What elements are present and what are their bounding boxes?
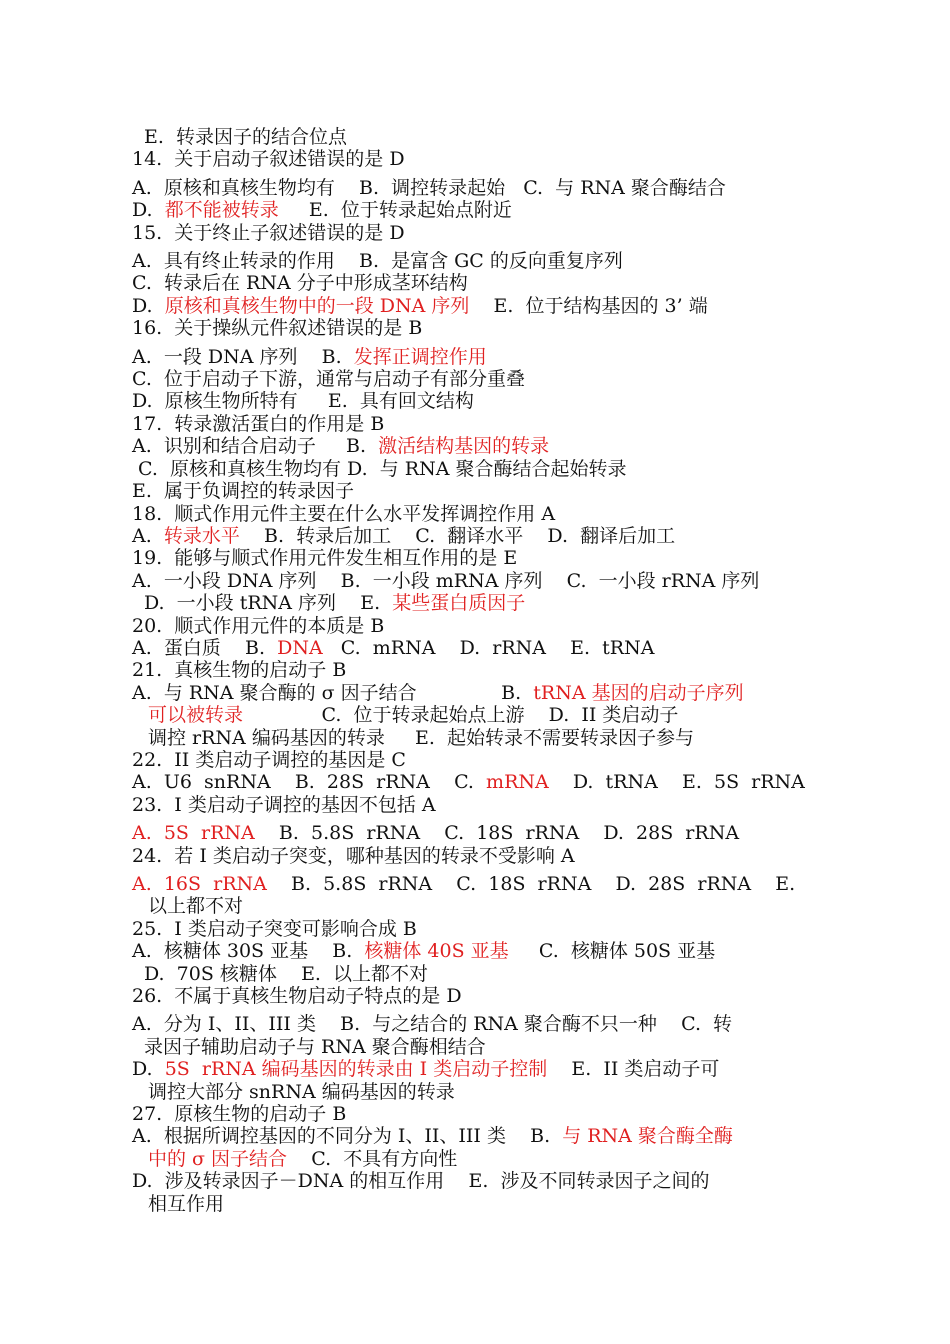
text-line (132, 1058, 822, 1080)
line-text: 22. II 类启动子调控的基因是 C (132, 748, 406, 771)
line-text: A. 与 RNA 聚合酶的 σ 因子结合 B. (132, 681, 534, 704)
answer-text: 原核和真核生物中的一段 DNA 序列 (164, 294, 470, 317)
line-text: C. 转录后在 RNA 分子中形成茎环结构 (132, 272, 468, 295)
answer-text: 中的 σ 因子结合 (148, 1147, 288, 1170)
text-line (132, 413, 822, 435)
line-text: 调控大部分 snRNA 编码基因的转录 (148, 1080, 455, 1103)
text-line (132, 503, 822, 525)
line-text: C. 位于转录起始点上游 D. II 类启动子 (243, 704, 679, 727)
line-text: C. mRNA D. rRNA E. tRNA (322, 636, 655, 659)
answer-text: 核糖体 40S 亚基 (364, 940, 509, 963)
text-line (132, 570, 822, 592)
answer-text: 转录水平 (163, 524, 240, 547)
text-line (132, 615, 822, 637)
text-line (132, 148, 822, 170)
line-text: E. II 类启动子可 (547, 1058, 720, 1081)
line-text: A. 根据所调控基因的不同分为 I、II、III 类 B. (132, 1125, 563, 1148)
text-line (132, 1170, 822, 1192)
line-text: 27. 原核生物的启动子 B (132, 1103, 347, 1126)
answer-text: 5S rRNA 编码基因的转录由 I 类启动子控制 (164, 1058, 548, 1081)
line-text: 26. 不属于真核生物启动子特点的是 D (132, 985, 462, 1008)
text-line (132, 525, 822, 547)
line-text: E. 位于结构基因的 3’ 端 (469, 294, 708, 317)
answer-text: DNA (277, 636, 323, 659)
line-text: A. 核糖体 30S 亚基 B. (132, 940, 365, 963)
answer-text: 发挥正调控作用 (353, 345, 487, 368)
line-text: B. 转录后加工 C. 翻译水平 D. 翻译后加工 (239, 524, 676, 547)
line-text: B. 5.8S rRNA C. 18S rRNA D. 28S rRNA (254, 822, 740, 845)
text-line (132, 390, 822, 412)
line-text: E. 属于负调控的转录因子 (132, 480, 354, 503)
answer-text: 可以被转录 (148, 704, 244, 727)
text-line (132, 682, 822, 704)
answer-text: A. 16S rRNA (132, 873, 267, 895)
line-text: A. U6 snRNA B. 28S rRNA C. (132, 771, 487, 794)
line-text: 16. 关于操纵元件叙述错误的是 B (132, 317, 423, 340)
answer-text: 某些蛋白质因子 (392, 592, 526, 615)
line-text: D. (132, 294, 165, 317)
text-line (132, 547, 822, 569)
line-text: 调控 rRNA 编码基因的转录 E. 起始转录不需要转录因子参与 (148, 726, 695, 749)
text-line (132, 222, 822, 244)
line-text: A. 分为 I、II、III 类 B. 与之结合的 RNA 聚合酶不只一种 C. 转 (132, 1013, 733, 1036)
line-text: D. tRNA E. 5S rRNA (548, 771, 805, 794)
line-text: D. 一小段 tRNA 序列 E. (144, 592, 393, 615)
line-text: A. 蛋白质 B. (132, 636, 278, 659)
text-line (132, 659, 822, 681)
text-line (132, 317, 822, 339)
line-text: 24. 若 I 类启动子突变，哪种基因的转录不受影响 A (132, 844, 575, 867)
text-line (132, 199, 822, 221)
text-line (132, 637, 822, 659)
line-text: C. 原核和真核生物均有 D. 与 RNA 聚合酶结合起始转录 (132, 457, 627, 480)
line-text: A. 一小段 DNA 序列 B. 一小段 mRNA 序列 C. 一小段 rRNA 序列 (132, 569, 760, 592)
text-line (132, 895, 822, 917)
text-line (132, 1081, 822, 1103)
text-line (132, 1036, 822, 1058)
text-line (132, 918, 822, 940)
text-line (132, 1103, 822, 1125)
text-line (132, 822, 822, 844)
text-line (132, 940, 822, 962)
text-line (132, 749, 822, 771)
line-text: 25. I 类启动子突变可影响合成 B (132, 917, 417, 940)
line-text: C. 位于启动子下游，通常与启动子有部分重叠 (132, 368, 525, 391)
line-text: A. (132, 524, 164, 547)
text-line (132, 435, 822, 457)
answer-text: mRNA (486, 771, 549, 794)
text-line (132, 250, 822, 272)
text-line (132, 985, 822, 1007)
text-line (132, 727, 822, 749)
line-text: E. 位于转录起始点附近 (278, 199, 512, 222)
text-line (132, 963, 822, 985)
text-line (132, 1193, 822, 1215)
line-text: D. 原核生物所特有 E. 具有回文结构 (132, 390, 474, 413)
line-text: 以上都不对 (148, 895, 244, 918)
line-text: A. 具有终止转录的作用 B. 是富含 GC 的反向重复序列 (132, 250, 623, 273)
answer-text: 都不能被转录 (164, 199, 279, 222)
text-line (132, 592, 822, 614)
line-text: D. (132, 1058, 165, 1081)
line-text: 15. 关于终止子叙述错误的是 D (132, 221, 405, 244)
line-text: 20. 顺式作用元件的本质是 B (132, 614, 385, 637)
line-text: D. 涉及转录因子－DNA 的相互作用 E. 涉及不同转录因子之间的 (132, 1170, 710, 1193)
line-text: C. 核糖体 50S 亚基 (508, 940, 716, 963)
line-text: B. 5.8S rRNA C. 18S rRNA D. 28S rRNA E. (266, 873, 796, 895)
text-line (132, 771, 822, 793)
text-line (132, 458, 822, 480)
text-line (132, 1013, 822, 1035)
line-text: 14. 关于启动子叙述错误的是 D (132, 148, 405, 171)
line-text: C. 不具有方向性 (287, 1147, 458, 1170)
line-text: A. 一段 DNA 序列 B. (132, 345, 354, 368)
line-text: A. 识别和结合启动子 B. (132, 435, 379, 458)
line-text: 录因子辅助启动子与 RNA 聚合酶相结合 (144, 1035, 486, 1058)
text-line (132, 480, 822, 502)
line-text: D. 70S 核糖体 E. 以上都不对 (144, 962, 429, 985)
line-text: E. 转录因子的结合位点 (144, 126, 347, 148)
text-line (132, 1125, 822, 1147)
text-line (132, 126, 822, 148)
text-line (132, 368, 822, 390)
text-line (132, 295, 822, 317)
line-text: 21. 真核生物的启动子 B (132, 659, 347, 682)
text-line (132, 794, 822, 816)
line-text: 18. 顺式作用元件主要在什么水平发挥调控作用 A (132, 502, 556, 525)
answer-text: tRNA 基因的启动子序列 (533, 681, 744, 704)
text-line (132, 272, 822, 294)
text-line (132, 346, 822, 368)
text-line (132, 177, 822, 199)
line-text: 17. 转录激活蛋白的作用是 B (132, 412, 385, 435)
answer-text: 与 RNA 聚合酶全酶 (562, 1125, 733, 1148)
text-line (132, 845, 822, 867)
text-line (132, 1148, 822, 1170)
document-body (132, 126, 822, 1215)
answer-text: A. 5S rRNA (132, 822, 255, 845)
line-text: D. (132, 199, 165, 222)
text-line (132, 704, 822, 726)
line-text: 23. I 类启动子调控的基因不包括 A (132, 793, 436, 816)
line-text: 19. 能够与顺式作用元件发生相互作用的是 E (132, 547, 518, 570)
text-line (132, 873, 822, 895)
answer-text: 激活结构基因的转录 (378, 435, 550, 458)
line-text: 相互作用 (148, 1192, 225, 1215)
line-text: A. 原核和真核生物均有 B. 调控转录起始 C. 与 RNA 聚合酶结合 (132, 176, 726, 199)
